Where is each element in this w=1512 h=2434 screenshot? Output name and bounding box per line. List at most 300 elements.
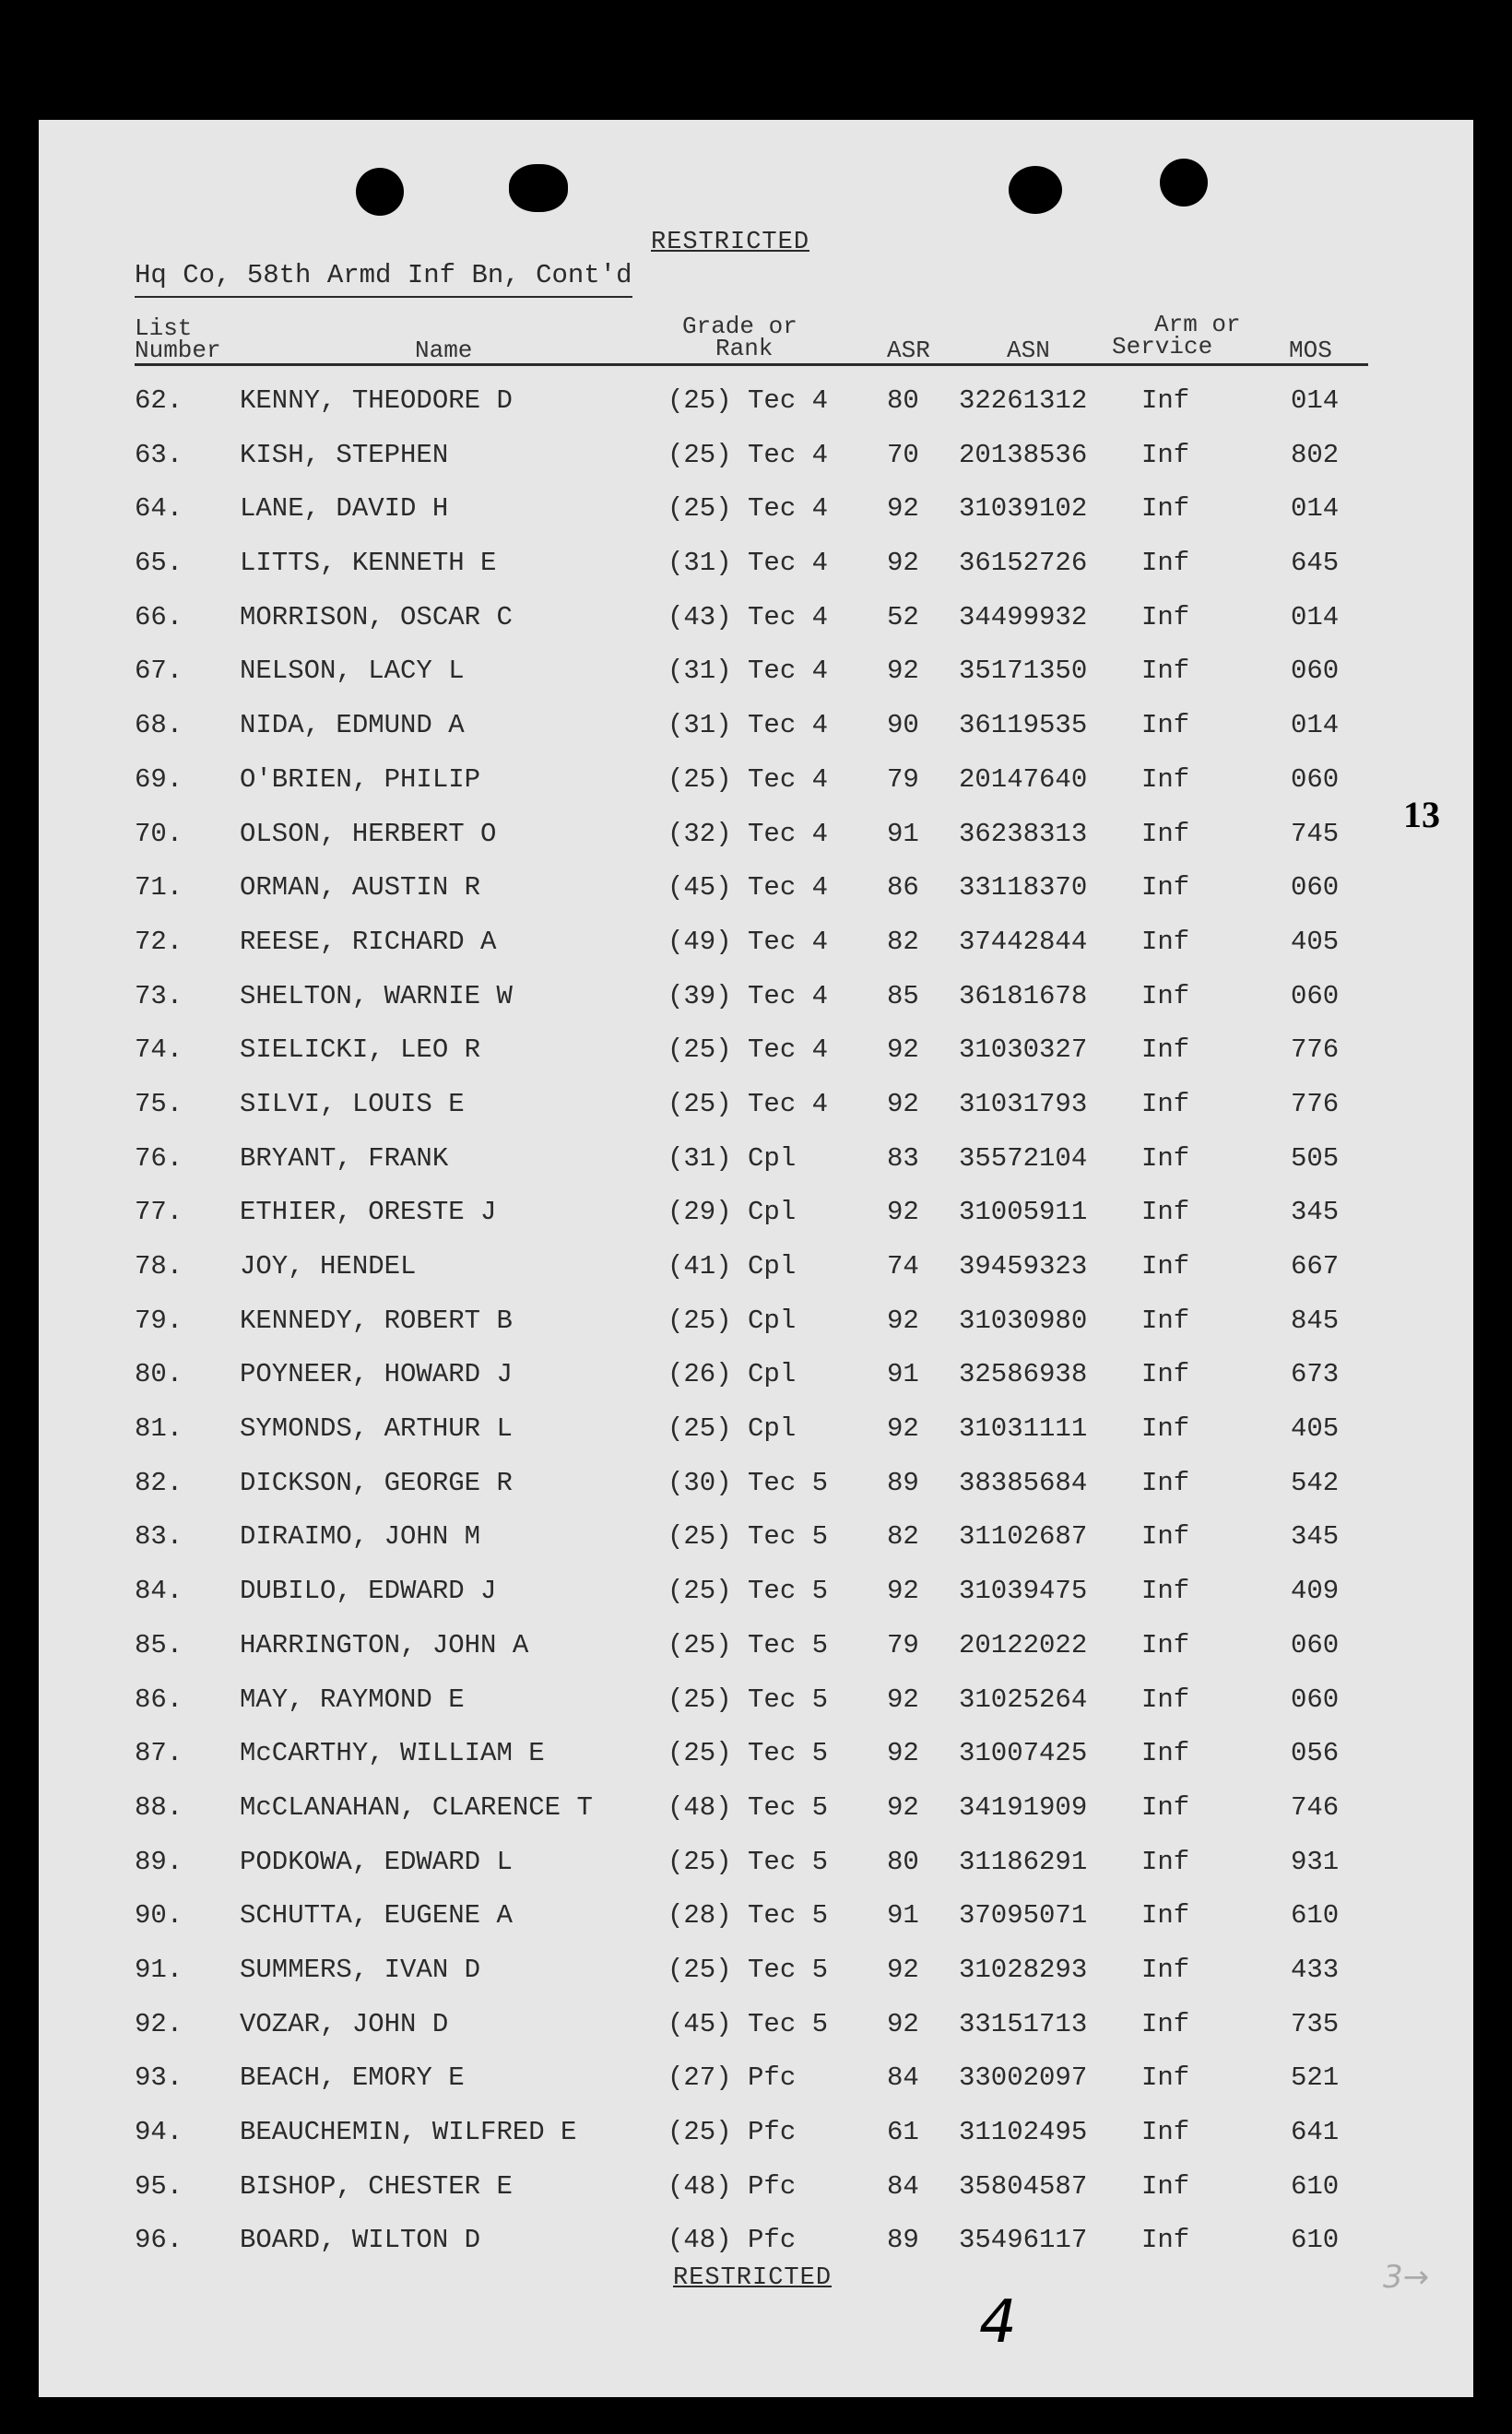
arm-or-service: Inf xyxy=(1141,493,1190,525)
document-page xyxy=(39,120,1473,2397)
service-number: 35572104 xyxy=(959,1142,1088,1174)
service-number: 38385684 xyxy=(959,1467,1088,1498)
arm-or-service: Inf xyxy=(1141,1034,1190,1066)
arm-or-service: Inf xyxy=(1141,1467,1190,1498)
arm-or-service: Inf xyxy=(1141,1846,1190,1877)
list-number: 90. xyxy=(135,1900,183,1932)
arm-or-service: Inf xyxy=(1141,601,1190,632)
service-number: 36181678 xyxy=(959,980,1088,1011)
arm-or-service: Inf xyxy=(1141,2008,1190,2039)
mos-code: 014 xyxy=(1291,385,1340,416)
list-number: 65. xyxy=(135,548,183,579)
table-row xyxy=(39,480,1473,535)
mos-code: 641 xyxy=(1291,2117,1340,2147)
arm-or-service: Inf xyxy=(1141,1954,1190,1985)
soldier-name: MORRISON, OSCAR C xyxy=(240,601,513,632)
table-row xyxy=(39,751,1473,806)
mos-code: 521 xyxy=(1291,2062,1340,2094)
list-number: 89. xyxy=(135,1846,183,1877)
service-number: 31025264 xyxy=(959,1684,1088,1715)
list-number: 70. xyxy=(135,818,183,849)
table-row xyxy=(39,589,1473,644)
table-row xyxy=(39,806,1473,860)
grade-rank: (39) Tec 4 xyxy=(667,980,829,1011)
table-row xyxy=(39,1346,1473,1400)
mos-code: 542 xyxy=(1291,1467,1340,1498)
grade-rank: (31) Tec 4 xyxy=(667,710,829,741)
grade-rank: (25) Tec 5 xyxy=(667,1738,829,1769)
table-row xyxy=(39,535,1473,589)
grade-rank: (45) Tec 4 xyxy=(667,872,829,904)
soldier-name: McCARTHY, WILLIAM E xyxy=(240,1738,545,1769)
list-number: 85. xyxy=(135,1629,183,1660)
asr-score: 70 xyxy=(887,439,919,470)
table-row xyxy=(39,1563,1473,1617)
restricted-stamp-bottom: RESTRICTED xyxy=(673,2264,833,2292)
arm-or-service: Inf xyxy=(1141,656,1190,687)
arm-or-service: Inf xyxy=(1141,1684,1190,1715)
grade-rank: (41) Cpl xyxy=(667,1251,797,1282)
asr-score: 92 xyxy=(887,1791,919,1823)
grade-rank: (25) Tec 4 xyxy=(667,493,829,525)
asr-score: 92 xyxy=(887,493,919,525)
asr-score: 79 xyxy=(887,763,919,795)
service-number: 31030327 xyxy=(959,1034,1088,1066)
asr-score: 84 xyxy=(887,2170,919,2202)
soldier-name: SUMMERS, IVAN D xyxy=(240,1954,481,1985)
table-row xyxy=(39,2104,1473,2158)
asr-score: 92 xyxy=(887,1197,919,1228)
table-row xyxy=(39,1293,1473,1347)
grade-rank: (29) Cpl xyxy=(667,1197,797,1228)
grade-rank: (26) Cpl xyxy=(667,1359,797,1390)
asr-score: 92 xyxy=(887,1954,919,1985)
service-number: 34191909 xyxy=(959,1791,1088,1823)
column-header-name: Name xyxy=(415,337,473,364)
asr-score: 82 xyxy=(887,1521,919,1553)
mos-code: 802 xyxy=(1291,439,1340,470)
arm-or-service: Inf xyxy=(1141,1738,1190,1769)
soldier-name: KISH, STEPHEN xyxy=(240,439,449,470)
arm-or-service: Inf xyxy=(1141,2225,1190,2256)
mos-code: 060 xyxy=(1291,1684,1340,1715)
soldier-name: BEAUCHEMIN, WILFRED E xyxy=(240,2117,577,2147)
list-number: 96. xyxy=(135,2225,183,2256)
asr-score: 92 xyxy=(887,1034,919,1066)
service-number: 31031111 xyxy=(959,1413,1088,1445)
list-number: 71. xyxy=(135,872,183,904)
table-row xyxy=(39,1617,1473,1672)
mos-code: 645 xyxy=(1291,548,1340,579)
mos-code: 610 xyxy=(1291,1900,1340,1932)
service-number: 31007425 xyxy=(959,1738,1088,1769)
soldier-name: SHELTON, WARNIE W xyxy=(240,980,513,1011)
arm-or-service: Inf xyxy=(1141,980,1190,1011)
arm-or-service: Inf xyxy=(1141,439,1190,470)
asr-score: 89 xyxy=(887,1467,919,1498)
column-header-arm-or-service: Arm or Service xyxy=(1112,311,1241,360)
service-number: 36152726 xyxy=(959,548,1088,579)
mos-code: 345 xyxy=(1291,1197,1340,1228)
grade-rank: (25) Cpl xyxy=(667,1305,797,1336)
asr-score: 92 xyxy=(887,1305,919,1336)
table-row xyxy=(39,2050,1473,2104)
service-number: 20147640 xyxy=(959,763,1088,795)
asr-score: 92 xyxy=(887,1738,919,1769)
service-number: 35171350 xyxy=(959,656,1088,687)
table-row xyxy=(39,1725,1473,1779)
mos-code: 405 xyxy=(1291,926,1340,957)
column-header-grade: Grade or Rank xyxy=(682,313,797,362)
grade-rank: (48) Tec 5 xyxy=(667,1791,829,1823)
arm-or-service: Inf xyxy=(1141,926,1190,957)
grade-rank: (32) Tec 4 xyxy=(667,818,829,849)
list-number: 64. xyxy=(135,493,183,525)
asr-score: 92 xyxy=(887,1576,919,1607)
list-number: 68. xyxy=(135,710,183,741)
service-number: 31102495 xyxy=(959,2117,1088,2147)
grade-rank: (25) Tec 5 xyxy=(667,1576,829,1607)
soldier-name: SIELICKI, LEO R xyxy=(240,1034,481,1066)
arm-or-service: Inf xyxy=(1141,763,1190,795)
restricted-stamp-top: RESTRICTED xyxy=(651,229,810,256)
asr-score: 92 xyxy=(887,1088,919,1119)
grade-rank: (25) Tec 5 xyxy=(667,1521,829,1553)
grade-rank: (31) Tec 4 xyxy=(667,548,829,579)
soldier-name: KENNY, THEODORE D xyxy=(240,385,513,416)
table-row xyxy=(39,1672,1473,1726)
service-number: 31030980 xyxy=(959,1305,1088,1336)
asr-score: 91 xyxy=(887,1359,919,1390)
mos-code: 845 xyxy=(1291,1305,1340,1336)
soldier-name: HARRINGTON, JOHN A xyxy=(240,1629,529,1660)
service-number: 31039475 xyxy=(959,1576,1088,1607)
table-row xyxy=(39,427,1473,481)
soldier-name: KENNEDY, ROBERT B xyxy=(240,1305,513,1336)
grade-rank: (31) Cpl xyxy=(667,1142,797,1174)
service-number: 31039102 xyxy=(959,493,1088,525)
soldier-name: VOZAR, JOHN D xyxy=(240,2008,449,2039)
mos-code: 405 xyxy=(1291,1413,1340,1445)
service-number: 37095071 xyxy=(959,1900,1088,1932)
asr-score: 80 xyxy=(887,1846,919,1877)
list-number: 83. xyxy=(135,1521,183,1553)
column-header-asn: ASN xyxy=(1007,337,1050,364)
list-number: 95. xyxy=(135,2170,183,2202)
service-number: 32586938 xyxy=(959,1359,1088,1390)
soldier-name: BEACH, EMORY E xyxy=(240,2062,465,2094)
list-number: 79. xyxy=(135,1305,183,1336)
faint-pencil-mark: 3→ xyxy=(1383,2259,1430,2296)
table-row xyxy=(39,1834,1473,1888)
list-number: 91. xyxy=(135,1954,183,1985)
list-number: 76. xyxy=(135,1142,183,1174)
list-number: 93. xyxy=(135,2062,183,2094)
grade-rank: (25) Tec 4 xyxy=(667,1088,829,1119)
asr-score: 92 xyxy=(887,656,919,687)
mos-code: 776 xyxy=(1291,1034,1340,1066)
mos-code: 060 xyxy=(1291,980,1340,1011)
mos-code: 056 xyxy=(1291,1738,1340,1769)
arm-or-service: Inf xyxy=(1141,385,1190,416)
grade-rank: (48) Pfc xyxy=(667,2225,797,2256)
grade-rank: (31) Tec 4 xyxy=(667,656,829,687)
column-header-mos: MOS xyxy=(1289,337,1332,364)
asr-score: 92 xyxy=(887,2008,919,2039)
asr-score: 82 xyxy=(887,926,919,957)
arm-or-service: Inf xyxy=(1141,548,1190,579)
mos-code: 735 xyxy=(1291,2008,1340,2039)
soldier-name: ETHIER, ORESTE J xyxy=(240,1197,497,1228)
soldier-name: PODKOWA, EDWARD L xyxy=(240,1846,513,1877)
service-number: 36238313 xyxy=(959,818,1088,849)
service-number: 35804587 xyxy=(959,2170,1088,2202)
soldier-name: O'BRIEN, PHILIP xyxy=(240,763,481,795)
soldier-name: BRYANT, FRANK xyxy=(240,1142,449,1174)
arm-or-service: Inf xyxy=(1141,1521,1190,1553)
service-number: 31186291 xyxy=(959,1846,1088,1877)
header-rule xyxy=(135,363,1368,366)
arm-or-service: Inf xyxy=(1141,1413,1190,1445)
soldier-name: NELSON, LACY L xyxy=(240,656,465,687)
mos-code: 060 xyxy=(1291,656,1340,687)
arm-or-service: Inf xyxy=(1141,2062,1190,2094)
arm-or-service: Inf xyxy=(1141,710,1190,741)
service-number: 35496117 xyxy=(959,2225,1088,2256)
mos-code: 610 xyxy=(1291,2225,1340,2256)
arm-or-service: Inf xyxy=(1141,1088,1190,1119)
soldier-name: MAY, RAYMOND E xyxy=(240,1684,465,1715)
list-number: 94. xyxy=(135,2117,183,2147)
grade-rank: (25) Pfc xyxy=(667,2117,797,2147)
service-number: 37442844 xyxy=(959,926,1088,957)
list-number: 66. xyxy=(135,601,183,632)
list-number: 84. xyxy=(135,1576,183,1607)
arm-or-service: Inf xyxy=(1141,2170,1190,2202)
punch-hole xyxy=(1009,166,1062,214)
arm-or-service: Inf xyxy=(1141,1900,1190,1932)
asr-score: 84 xyxy=(887,2062,919,2094)
asr-score: 92 xyxy=(887,548,919,579)
list-number: 74. xyxy=(135,1034,183,1066)
mos-code: 745 xyxy=(1291,818,1340,849)
grade-rank: (45) Tec 5 xyxy=(667,2008,829,2039)
grade-rank: (25) Tec 4 xyxy=(667,439,829,470)
service-number: 36119535 xyxy=(959,710,1088,741)
table-row xyxy=(39,914,1473,968)
soldier-name: POYNEER, HOWARD J xyxy=(240,1359,513,1390)
table-row xyxy=(39,1942,1473,1996)
table-row xyxy=(39,1022,1473,1076)
list-number: 92. xyxy=(135,2008,183,2039)
document-heading: Hq Co, 58th Armd Inf Bn, Cont'd xyxy=(135,260,632,298)
asr-score: 61 xyxy=(887,2117,919,2147)
soldier-name: SYMONDS, ARTHUR L xyxy=(240,1413,513,1445)
table-row xyxy=(39,1184,1473,1238)
soldier-name: DUBILO, EDWARD J xyxy=(240,1576,497,1607)
punch-hole xyxy=(1160,159,1208,207)
asr-score: 91 xyxy=(887,1900,919,1932)
mos-code: 345 xyxy=(1291,1521,1340,1553)
asr-score: 92 xyxy=(887,1684,919,1715)
list-number: 75. xyxy=(135,1088,183,1119)
mos-code: 505 xyxy=(1291,1142,1340,1174)
arm-or-service: Inf xyxy=(1141,872,1190,904)
list-number: 88. xyxy=(135,1791,183,1823)
service-number: 20138536 xyxy=(959,439,1088,470)
punch-hole xyxy=(356,168,404,216)
grade-rank: (25) Tec 5 xyxy=(667,1629,829,1660)
soldier-name: SCHUTTA, EUGENE A xyxy=(240,1900,513,1932)
soldier-name: LITTS, KENNETH E xyxy=(240,548,497,579)
soldier-name: BOARD, WILTON D xyxy=(240,2225,481,2256)
mos-code: 673 xyxy=(1291,1359,1340,1390)
soldier-name: SILVI, LOUIS E xyxy=(240,1088,465,1119)
soldier-name: JOY, HENDEL xyxy=(240,1251,417,1282)
arm-or-service: Inf xyxy=(1141,1251,1190,1282)
table-row xyxy=(39,859,1473,914)
mos-code: 060 xyxy=(1291,872,1340,904)
arm-or-service: Inf xyxy=(1141,1305,1190,1336)
list-number: 67. xyxy=(135,656,183,687)
soldier-name: REESE, RICHARD A xyxy=(240,926,497,957)
asr-score: 80 xyxy=(887,385,919,416)
grade-rank: (43) Tec 4 xyxy=(667,601,829,632)
arm-or-service: Inf xyxy=(1141,818,1190,849)
service-number: 34499932 xyxy=(959,601,1088,632)
grade-rank: (25) Tec 5 xyxy=(667,1846,829,1877)
asr-score: 79 xyxy=(887,1629,919,1660)
asr-score: 91 xyxy=(887,818,919,849)
grade-rank: (25) Tec 4 xyxy=(667,385,829,416)
table-row xyxy=(39,1076,1473,1130)
asr-score: 85 xyxy=(887,980,919,1011)
arm-or-service: Inf xyxy=(1141,1142,1190,1174)
grade-rank: (25) Tec 5 xyxy=(667,1954,829,1985)
grade-rank: (49) Tec 4 xyxy=(667,926,829,957)
service-number: 33002097 xyxy=(959,2062,1088,2094)
grade-rank: (27) Pfc xyxy=(667,2062,797,2094)
list-number: 78. xyxy=(135,1251,183,1282)
asr-score: 83 xyxy=(887,1142,919,1174)
column-header-list-number: List Number xyxy=(135,314,221,364)
mos-code: 014 xyxy=(1291,710,1340,741)
asr-score: 90 xyxy=(887,710,919,741)
table-row xyxy=(39,1996,1473,2050)
table-row xyxy=(39,697,1473,751)
service-number: 39459323 xyxy=(959,1251,1088,1282)
soldier-name: ORMAN, AUSTIN R xyxy=(240,872,481,904)
mos-code: 409 xyxy=(1291,1576,1340,1607)
soldier-name: DICKSON, GEORGE R xyxy=(240,1467,513,1498)
arm-or-service: Inf xyxy=(1141,1791,1190,1823)
service-number: 20122022 xyxy=(959,1629,1088,1660)
mos-code: 931 xyxy=(1291,1846,1340,1877)
asr-score: 74 xyxy=(887,1251,919,1282)
soldier-name: DIRAIMO, JOHN M xyxy=(240,1521,481,1553)
table-row xyxy=(39,2158,1473,2213)
arm-or-service: Inf xyxy=(1141,2117,1190,2147)
handwritten-sheet-number: 4 xyxy=(979,2288,1017,2357)
table-row xyxy=(39,1887,1473,1942)
soldier-name: BISHOP, CHESTER E xyxy=(240,2170,513,2202)
asr-score: 52 xyxy=(887,601,919,632)
table-row xyxy=(39,1508,1473,1563)
service-number: 31031793 xyxy=(959,1088,1088,1119)
service-number: 31028293 xyxy=(959,1954,1088,1985)
mos-code: 060 xyxy=(1291,1629,1340,1660)
grade-rank: (25) Cpl xyxy=(667,1413,797,1445)
mos-code: 667 xyxy=(1291,1251,1340,1282)
arm-or-service: Inf xyxy=(1141,1576,1190,1607)
mos-code: 746 xyxy=(1291,1791,1340,1823)
side-page-number: 13 xyxy=(1403,794,1440,835)
soldier-name: OLSON, HERBERT O xyxy=(240,818,497,849)
list-number: 63. xyxy=(135,439,183,470)
table-row xyxy=(39,2212,1473,2266)
soldier-name: NIDA, EDMUND A xyxy=(240,710,465,741)
list-number: 86. xyxy=(135,1684,183,1715)
arm-or-service: Inf xyxy=(1141,1359,1190,1390)
service-number: 32261312 xyxy=(959,385,1088,416)
soldier-name: McCLANAHAN, CLARENCE T xyxy=(240,1791,593,1823)
list-number: 72. xyxy=(135,926,183,957)
table-row xyxy=(39,1400,1473,1455)
asr-score: 92 xyxy=(887,1413,919,1445)
punch-hole xyxy=(509,164,568,212)
list-number: 62. xyxy=(135,385,183,416)
mos-code: 014 xyxy=(1291,493,1340,525)
grade-rank: (25) Tec 5 xyxy=(667,1684,829,1715)
list-number: 77. xyxy=(135,1197,183,1228)
list-number: 80. xyxy=(135,1359,183,1390)
service-number: 33118370 xyxy=(959,872,1088,904)
grade-rank: (30) Tec 5 xyxy=(667,1467,829,1498)
table-row xyxy=(39,968,1473,1022)
grade-rank: (28) Tec 5 xyxy=(667,1900,829,1932)
table-row xyxy=(39,1130,1473,1185)
list-number: 82. xyxy=(135,1467,183,1498)
table-row xyxy=(39,643,1473,697)
list-number: 87. xyxy=(135,1738,183,1769)
mos-code: 776 xyxy=(1291,1088,1340,1119)
grade-rank: (25) Tec 4 xyxy=(667,1034,829,1066)
table-row xyxy=(39,1779,1473,1834)
mos-code: 014 xyxy=(1291,601,1340,632)
list-number: 69. xyxy=(135,763,183,795)
soldier-name: LANE, DAVID H xyxy=(240,493,449,525)
list-number: 81. xyxy=(135,1413,183,1445)
table-row xyxy=(39,1238,1473,1293)
asr-score: 89 xyxy=(887,2225,919,2256)
service-number: 31102687 xyxy=(959,1521,1088,1553)
mos-code: 610 xyxy=(1291,2170,1340,2202)
service-number: 33151713 xyxy=(959,2008,1088,2039)
grade-rank: (25) Tec 4 xyxy=(667,763,829,795)
table-row xyxy=(39,372,1473,427)
roster-table xyxy=(39,372,1473,2266)
arm-or-service: Inf xyxy=(1141,1629,1190,1660)
table-row xyxy=(39,1455,1473,1509)
asr-score: 86 xyxy=(887,872,919,904)
arm-or-service: Inf xyxy=(1141,1197,1190,1228)
grade-rank: (48) Pfc xyxy=(667,2170,797,2202)
service-number: 31005911 xyxy=(959,1197,1088,1228)
mos-code: 060 xyxy=(1291,763,1340,795)
column-header-asr: ASR xyxy=(887,337,930,364)
list-number: 73. xyxy=(135,980,183,1011)
mos-code: 433 xyxy=(1291,1954,1340,1985)
